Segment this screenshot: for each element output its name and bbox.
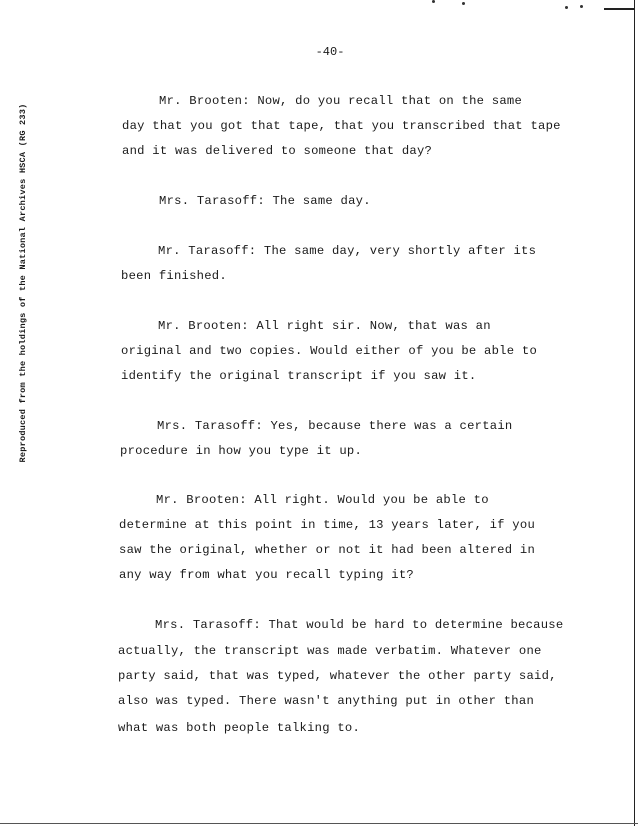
transcript-line: been finished. [121, 269, 227, 283]
transcript-line: also was typed. There wasn't anything put in other than [118, 694, 535, 708]
transcript-line: party said, that was typed, whatever the other party said, [118, 669, 557, 683]
scan-speck [462, 2, 465, 5]
transcript-line: Mrs. Tarasoff: Yes, because there was a certain [157, 419, 513, 433]
transcript-line: original and two copies. Would either of you be able to [121, 344, 538, 358]
page-number: -40- [315, 45, 345, 59]
transcript-line: actually, the transcript was made verbatim. Whatever one [118, 644, 542, 658]
transcript-line: Mr. Tarasoff: The same day, very shortly after its [158, 244, 537, 258]
transcript-line: Mr. Brooten: Now, do you recall that on the same [159, 94, 523, 108]
scan-speck [432, 0, 435, 3]
transcript-line: what was both people talking to. [118, 721, 361, 735]
transcript-line: identify the original transcript if you saw it. [121, 369, 477, 383]
transcript-line: saw the original, whether or not it had been altered in [119, 543, 536, 557]
scan-speck [580, 5, 583, 8]
transcript-line: Mr. Brooten: All right. Would you be able to [156, 493, 489, 507]
top-scan-mark [604, 8, 634, 10]
transcript-line: determine at this point in time, 13 years later, if you [119, 518, 536, 532]
transcript-line: and it was delivered to someone that day? [122, 144, 433, 158]
page-edge-right [634, 0, 635, 826]
page-edge-bottom [0, 823, 638, 824]
scan-speck [565, 6, 568, 9]
transcript-line: Mrs. Tarasoff: That would be hard to determine because [155, 618, 564, 632]
transcript-line: any way from what you recall typing it? [119, 568, 414, 582]
transcript-line: procedure in how you type it up. [120, 444, 363, 458]
transcript-line: day that you got that tape, that you transcribed that tape [122, 119, 561, 133]
archive-side-note: Reproduced from the holdings of the National Archives HSCA (RG 233) [18, 103, 28, 463]
transcript-line: Mr. Brooten: All right sir. Now, that was an [158, 319, 491, 333]
transcript-line: Mrs. Tarasoff: The same day. [159, 194, 371, 208]
